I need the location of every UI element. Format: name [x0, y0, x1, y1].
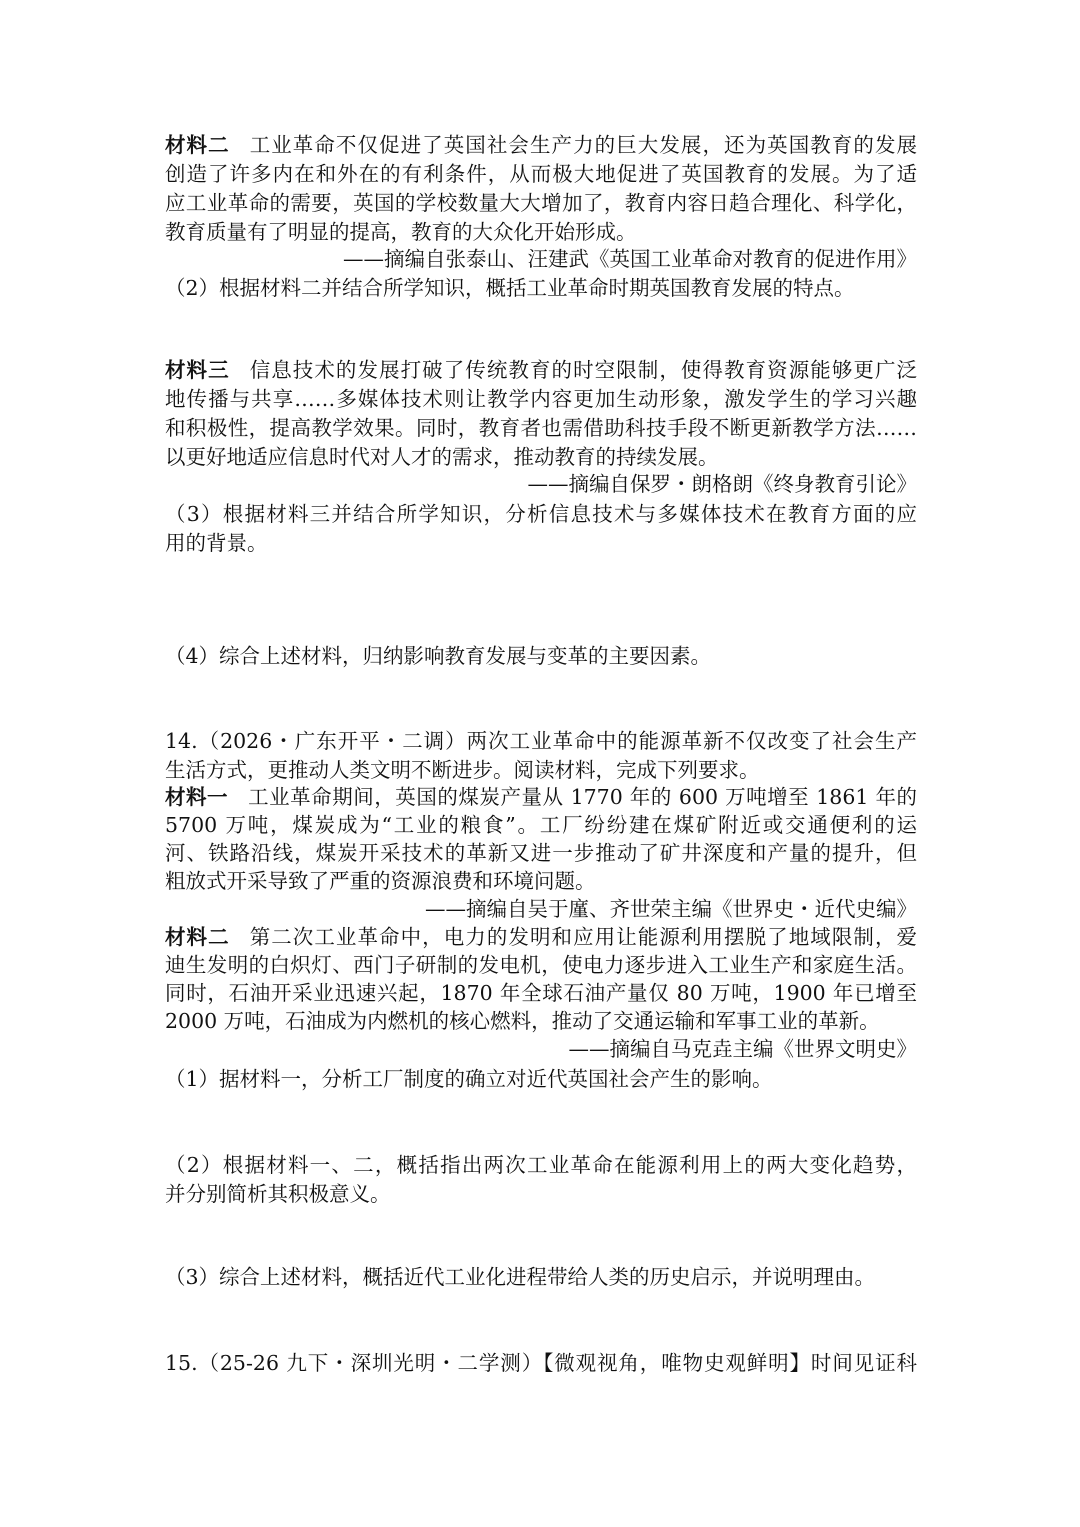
question-3-line-2: 用的背景。 — [165, 531, 268, 555]
material-2-line-4: 教育质量有了明显的提高，教育的大众化开始形成。 — [165, 220, 637, 244]
material-3-line-3: 和积极性，提高教学效果。同时，教育者也需借助科技手段不断更新教学方法…… — [165, 416, 917, 440]
material-2-line-3: 应工业革命的需要，英国的学校数量大大增加了，教育内容日趋合理化、科学化， — [165, 191, 917, 215]
question-15-intro: 15.（25-26 九下・深圳光明・二学测）【微观视角，唯物史观鲜明】时间见证科 — [165, 1351, 917, 1375]
q14-material-2-line-3: 同时，石油开采业迅速兴起，1870 年全球石油产量仅 80 万吨，1900 年已增至 — [165, 981, 917, 1005]
material-2-line-1: 材料二 工业革命不仅促进了英国社会生产力的巨大发展，还为英国教育的发展 — [165, 133, 917, 157]
q14-material-1-source: ——摘编自吴于廑、齐世荣主编《世界史・近代史编》 — [425, 897, 917, 921]
q14-material-2-line-1: 材料二 第二次工业革命中，电力的发明和应用让能源利用摆脱了地域限制，爱 — [165, 925, 917, 949]
q14-question-2-line-1: （2）根据材料一、二，概括指出两次工业革命在能源利用上的两大变化趋势， — [165, 1153, 917, 1177]
q14-material-1-line-4: 粗放式开采导致了严重的资源浪费和环境问题。 — [165, 869, 596, 893]
material-3-source: ——摘编自保罗・朗格朗《终身教育引论》 — [527, 472, 917, 496]
q14-material-2-line-4: 2000 万吨，石油成为内燃机的核心燃料，推动了交通运输和军事工业的革新。 — [165, 1009, 880, 1033]
material-2-line-2: 创造了许多内在和外在的有利条件，从而极大地促进了英国教育的发展。为了适 — [165, 162, 917, 186]
material-label: 材料一 — [165, 785, 229, 809]
question-14-intro-line-1: 14.（2026・广东开平・二调）两次工业革命中的能源革新不仅改变了社会生产 — [165, 729, 917, 753]
question-3-line-1: （3）根据材料三并结合所学知识，分析信息技术与多媒体技术在教育方面的应 — [165, 502, 917, 526]
material-label: 材料三 — [165, 358, 230, 382]
q14-material-2-line-2: 迪生发明的白炽灯、西门子研制的发电机，使电力逐步进入工业生产和家庭生活。 — [165, 953, 917, 977]
material-label: 材料二 — [165, 133, 230, 157]
q14-material-2-source: ——摘编自马克垚主编《世界文明史》 — [568, 1037, 917, 1061]
q14-question-1: （1）据材料一，分析工厂制度的确立对近代英国社会产生的影响。 — [165, 1067, 773, 1091]
q14-material-1-line-2: 5700 万吨，煤炭成为“工业的粮食”。工厂纷纷建在煤矿附近或交通便利的运 — [165, 813, 917, 837]
q14-material-1-line-3: 河、铁路沿线，煤炭开采技术的革新又进一步推动了矿井深度和产量的提升，但 — [165, 841, 917, 865]
material-3-line-4: 以更好地适应信息时代对人才的需求，推动教育的持续发展。 — [165, 445, 719, 469]
material-label: 材料二 — [165, 925, 230, 949]
q14-material-1-line-1: 材料一 工业革命期间，英国的煤炭产量从 1770 年的 600 万吨增至 1861 年的 — [165, 785, 917, 809]
question-2: （2）根据材料二并结合所学知识，概括工业革命时期英国教育发展的特点。 — [165, 276, 855, 300]
q14-question-2-line-2: 并分别简析其积极意义。 — [165, 1182, 391, 1206]
material-2-source: ——摘编自张泰山、汪建武《英国工业革命对教育的促进作用》 — [343, 247, 917, 271]
q14-question-3: （3）综合上述材料，概括近代工业化进程带给人类的历史启示，并说明理由。 — [165, 1265, 876, 1289]
material-3-line-2: 地传播与共享……多媒体技术则让教学内容更加生动形象，激发学生的学习兴趣 — [165, 387, 917, 411]
material-3-line-1: 材料三 信息技术的发展打破了传统教育的时空限制，使得教育资源能够更广泛 — [165, 358, 917, 382]
question-14-intro-line-2: 生活方式，更推动人类文明不断进步。阅读材料，完成下列要求。 — [165, 758, 760, 782]
question-4: （4）综合上述材料，归纳影响教育发展与变革的主要因素。 — [165, 644, 712, 668]
